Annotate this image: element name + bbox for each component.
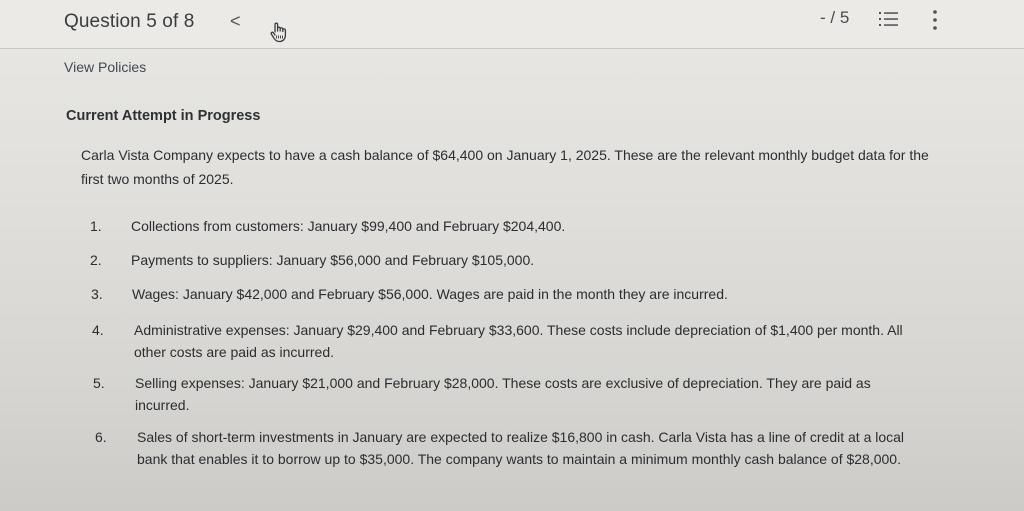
list-item-text: Sales of short-term investments in January are expected to realize $16,800 in cash. Carla Vista has a line of credit at a local bank that enables it to borrow up to $35,000. The company wants to maintain a minimum monthly cash balance of $28,000. xyxy=(137,429,905,467)
list-item-text: Administrative expenses: January $29,400 and February $33,600. These costs include depreciation of $1,400 per month. All other costs are paid as incurred. xyxy=(134,322,903,360)
list-item-number: 6. xyxy=(95,429,107,445)
list-item-text: Wages: January $42,000 and February $56,000. Wages are paid in the month they are incurred. xyxy=(132,286,728,302)
list-item-number: 4. xyxy=(92,322,104,338)
view-policies-link[interactable]: View Policies xyxy=(64,59,147,75)
problem-intro: Carla Vista Company expects to have a cash balance of $64,400 on January 1, 2025. These are the relevant monthly budget data for the first two months of 2025. xyxy=(81,147,929,187)
hand-pointer-icon xyxy=(267,20,291,44)
list-item-number: 2. xyxy=(90,252,102,268)
list-item-number: 3. xyxy=(91,286,103,302)
question-counter: Question 5 of 8 xyxy=(64,11,195,32)
question-score: - / 5 xyxy=(820,8,850,27)
list-item-text: Payments to suppliers: January $56,000 and February $105,000. xyxy=(131,252,535,268)
list-item-text: Selling expenses: January $21,000 and February $28,000. These costs are exclusive of depreciation. They are paid as incurred. xyxy=(135,375,871,413)
question-header xyxy=(0,0,1024,49)
numbered-list-icon[interactable] xyxy=(878,9,900,29)
list-item-text: Collections from customers: January $99,400 and February $204,400. xyxy=(131,218,566,234)
previous-question-button[interactable]: < xyxy=(230,11,241,31)
attempt-heading: Current Attempt in Progress xyxy=(66,108,261,124)
list-item-number: 1. xyxy=(90,218,102,234)
more-vertical-icon[interactable] xyxy=(930,8,940,32)
list-item-number: 5. xyxy=(93,375,105,391)
